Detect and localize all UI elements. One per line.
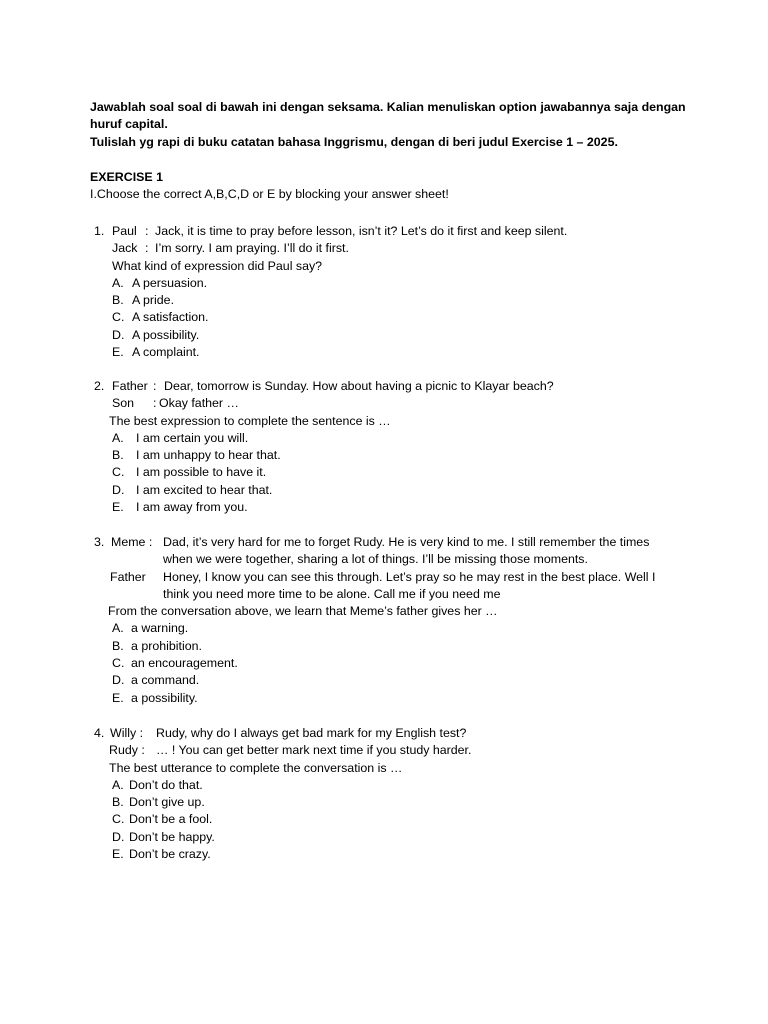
option-text: I am excited to hear that. — [136, 482, 273, 497]
option-letter: E. — [112, 500, 124, 515]
exercise-title: EXERCISE 1 — [90, 170, 163, 184]
option-text: A complaint. — [132, 345, 200, 360]
dialog-text: … ! You can get better mark next time if you study harder. — [156, 743, 472, 758]
question-prompt: The best expression to complete the sentence is … — [109, 413, 391, 428]
intro-line: Tulislah yg rapi di buku catatan bahasa Inggrismu, dengan di beri judul Exercise 1 – 2025. — [90, 134, 618, 149]
speaker-name: Jack — [112, 241, 138, 256]
option-letter: D. — [112, 482, 125, 497]
intro-instructions — [90, 99, 710, 151]
option-text: a command. — [131, 673, 200, 688]
option-letter: A. — [112, 275, 124, 290]
question-3 — [90, 534, 710, 707]
exercise-instruction: I.Choose the correct A,B,C,D or E by blocking your answer sheet! — [90, 187, 449, 201]
question-prompt: The best utterance to complete the conversation is … — [109, 760, 403, 775]
option-text: Don’t give up. — [129, 795, 205, 810]
dialog-text: when we were together, sharing a lot of things. I’ll be missing those moments. — [163, 552, 588, 567]
option-letter: C. — [112, 310, 125, 325]
option-letter: E. — [112, 690, 124, 705]
option-text: I am certain you will. — [136, 430, 249, 445]
option-letter: B. — [112, 795, 124, 810]
dialog-text: Jack, it is time to pray before lesson, isn’t it? Let’s do it first and keep silent. — [155, 224, 568, 238]
option-letter: D. — [112, 829, 125, 844]
option-text: an encouragement. — [131, 656, 238, 671]
option-text: A persuasion. — [132, 275, 208, 290]
option-letter: A. — [112, 430, 124, 445]
speaker-name: Paul — [112, 224, 137, 238]
speaker-name: Father — [112, 379, 148, 393]
question-number: 2. — [94, 379, 105, 393]
question-2 — [90, 378, 710, 516]
option-text: a prohibition. — [131, 638, 202, 653]
option-text: I am possible to have it. — [136, 465, 267, 480]
question-4 — [90, 725, 710, 863]
intro-line: Jawablah soal soal di bawah ini dengan seksama. Kalian menuliskan option jawabannya saja dengan — [90, 100, 686, 114]
option-text: A satisfaction. — [132, 310, 209, 325]
option-letter: E. — [112, 345, 124, 360]
speaker-name: Father — [110, 569, 146, 584]
dialog-text: Okay father … — [159, 396, 239, 411]
dialog-text: I’m sorry. I am praying. I’ll do it first. — [155, 241, 349, 256]
option-letter: B. — [112, 293, 124, 308]
question-prompt: From the conversation above, we learn that Meme’s father gives her … — [108, 604, 498, 619]
option-text: Don’t be crazy. — [129, 847, 211, 862]
option-letter: A. — [112, 777, 124, 792]
option-letter: C. — [112, 656, 125, 671]
speaker-name: Willy : — [110, 726, 144, 740]
question-number: 1. — [94, 224, 105, 238]
speaker-name: Rudy : — [109, 743, 145, 758]
option-letter: C. — [112, 465, 125, 480]
option-letter: A. — [112, 621, 124, 636]
speaker-separator: : — [153, 396, 157, 411]
question-number: 3. — [94, 535, 105, 549]
option-text: I am unhappy to hear that. — [136, 448, 281, 463]
option-text: Don’t do that. — [129, 777, 203, 792]
option-text: I am away from you. — [136, 500, 248, 515]
question-prompt: What kind of expression did Paul say? — [112, 258, 323, 273]
option-text: Don’t be happy. — [129, 829, 215, 844]
speaker-separator: : — [145, 224, 149, 238]
speaker-separator: : — [153, 379, 157, 393]
option-letter: B. — [112, 448, 124, 463]
option-letter: E. — [112, 847, 124, 862]
option-text: a possibility. — [131, 690, 198, 705]
option-text: a warning. — [131, 621, 189, 636]
intro-line: huruf capital. — [90, 117, 168, 132]
speaker-separator: : — [145, 241, 149, 256]
option-text: Don’t be a fool. — [129, 812, 213, 827]
option-letter: D. — [112, 327, 125, 342]
dialog-text: Honey, I know you can see this through. Let’s pray so he may rest in the best place. Well I — [163, 569, 656, 584]
speaker-name: Son — [112, 396, 135, 411]
dialog-text: Dad, it’s very hard for me to forget Rudy. He is very kind to me. I still remember the times — [163, 535, 650, 549]
option-letter: B. — [112, 638, 124, 653]
option-text: A possibility. — [132, 327, 200, 342]
dialog-text: Dear, tomorrow is Sunday. How about having a picnic to Klayar beach? — [164, 379, 554, 393]
dialog-text: Rudy, why do I always get bad mark for my English test? — [156, 726, 467, 740]
question-number: 4. — [94, 726, 105, 740]
option-letter: D. — [112, 673, 125, 688]
option-text: A pride. — [132, 293, 175, 308]
option-letter: C. — [112, 812, 125, 827]
speaker-name: Meme : — [111, 535, 153, 549]
question-1 — [90, 223, 710, 361]
dialog-text: think you need more time to be alone. Call me if you need me — [163, 586, 501, 601]
